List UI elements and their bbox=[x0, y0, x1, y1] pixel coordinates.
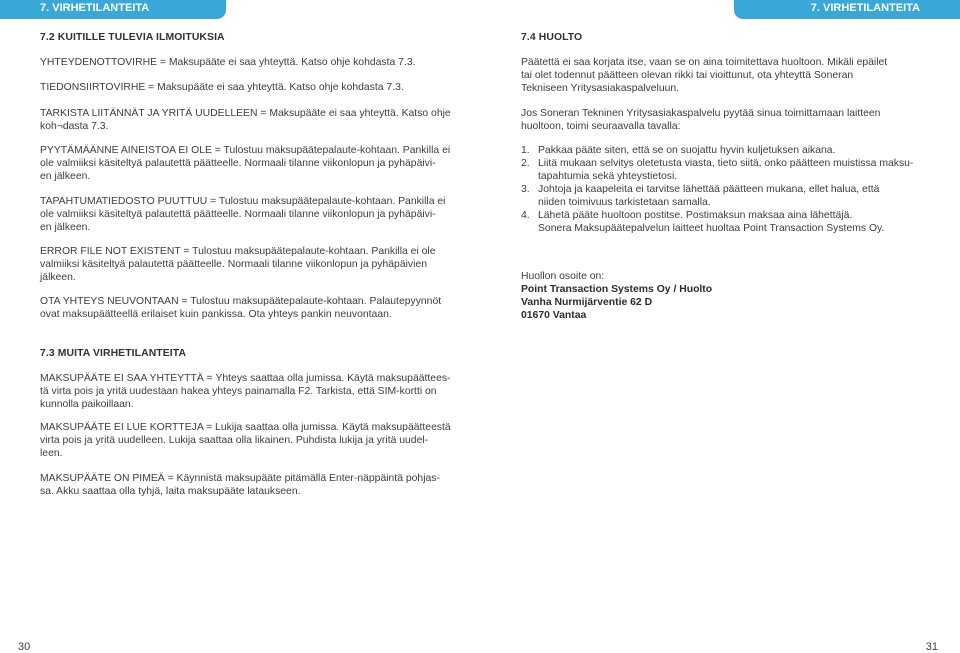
notice-error-file-not-existent: ERROR FILE NOT EXISTENT = Tulostuu maksupäätepalaute-kohtaan. Pankilla ei ole valmiiksi käsiteltyä palautettä päätteelle. Normaali tilanne viikonlopun ja pyhäpäivien jälkeen. bbox=[40, 246, 436, 283]
huolto-intro: Päätettä ei saa korjata itse, vaan se on aina toimitettava huoltoon. Mikäli epäilet tai olet todennut päätteen olevan rikki tai vioittunut, ota yhteyttä Soneran Tekniseen Yritysasiakaspalveluun. bbox=[521, 57, 888, 94]
notice-tarkista-liitannat: TARKISTA LIITÄNNÄT JA YRITÄ UUDELLEEN = Maksupääte ei saa yhteyttä. Katso ohje koh¬dasta 7.3. bbox=[40, 108, 451, 132]
list-item-number: 1. bbox=[521, 145, 530, 156]
chapter-tab-right bbox=[734, 0, 960, 19]
huolto-instructions-intro: Jos Soneran Tekninen Yritysasiakaspalvelu pyytää sinua toimittamaan laitteen huoltoon, toimi seuraavalla tavalla: bbox=[521, 108, 881, 132]
service-address bbox=[521, 283, 712, 322]
chapter-tab-left bbox=[0, 0, 226, 19]
address-label: Huollon osoite on: bbox=[521, 271, 605, 282]
section-heading-7-3: 7.3 MUITA VIRHETILANTEITA bbox=[40, 348, 187, 359]
notice-tapahtumatiedosto-puuttuu: TAPAHTUMATIEDOSTO PUUTTUU = Tulostuu maksupäätepalaute-kohtaan. Pankilla ei ole valmiiksi käsiteltyä palautettä päätteelle. Normaali tilanne viikonlopun ja pyhäpäivi- en jälkeen. bbox=[40, 196, 446, 233]
address-company: Point Transaction Systems Oy / Huolto bbox=[521, 284, 713, 295]
list-item: 1. Pakkaa pääte siten, että se on suojattu hyvin kuljetuksen aikana. bbox=[521, 145, 836, 156]
notice-yhteydenottovirhe: YHTEYDENOTTOVIRHE = Maksupääte ei saa yhteyttä. Katso ohje kohdasta 7.3. bbox=[40, 57, 416, 68]
section-heading-7-2: 7.2 KUITILLE TULEVIA ILMOITUKSIA bbox=[40, 32, 225, 43]
issue-on-pimea: MAKSUPÄÄTE ON PIMEÄ = Käynnistä maksupääte pitämällä Enter-näppäintä pohjas- sa. Akku saattaa olla tyhjä, laita maksupääte lataukseen. bbox=[40, 473, 440, 497]
issue-ei-saa-yhteytta: MAKSUPÄÄTE EI SAA YHTEYTTÄ = Yhteys saattaa olla jumissa. Käytä maksupäättees- tä virta pois ja yritä uudestaan hakea yhteys painamalla F2. Tarkista, että SIM-kortti on kunnolla paikoillaan. bbox=[40, 373, 451, 410]
page-number-right: 31 bbox=[925, 641, 938, 653]
list-item-number: 3. bbox=[521, 184, 530, 195]
address-street: Vanha Nurmijärventie 62 D bbox=[521, 297, 653, 308]
list-item: 4. Lähetä pääte huoltoon postitse. Postimaksun maksaa aina lähettäjä. Sonera Maksupäätepalvelun laitteet huoltaa Point Transaction Systems Oy. bbox=[521, 210, 885, 234]
list-item-number: 2. bbox=[521, 158, 530, 169]
huolto-steps-list bbox=[521, 144, 916, 235]
notice-pyytamaanne-aineistoa: PYYTÄMÄÄNNE AINEISTOA EI OLE = Tulostuu maksupäätepalaute-kohtaan. Pankilla ei ole valmiiksi käsiteltyä palautettä päätteelle. Normaali tilanne viikonlopun ja pyhäpäivi- en jälkeen. bbox=[40, 145, 451, 182]
section-heading-7-4: 7.4 HUOLTO bbox=[521, 32, 583, 43]
chapter-tab-label: 7. VIRHETILANTEITA bbox=[810, 2, 920, 14]
notice-ota-yhteys-neuvontaan: OTA YHTEYS NEUVONTAAN = Tulostuu maksupäätepalaute-kohtaan. Palautepyynnöt ovat maksupäätteellä erilaiset kuin pankissa. Ota yhteys pankin neuvontaan. bbox=[40, 296, 442, 320]
list-item: 3. Johtoja ja kaapeleita ei tarvitse lähettää päätteen mukana, ellet halua, että niiden toimivuus tarkistetaan samalla. bbox=[521, 184, 880, 208]
chapter-tab-label: 7. VIRHETILANTEITA bbox=[40, 2, 150, 14]
notice-tiedonsiirtovirhe: TIEDONSIIRTOVIRHE = Maksupääte ei saa yhteyttä. Katso ohje kohdasta 7.3. bbox=[40, 82, 404, 93]
page-number-left: 30 bbox=[18, 641, 31, 653]
issue-ei-lue-kortteja: MAKSUPÄÄTE EI LUE KORTTEJA = Lukija saattaa olla jumissa. Käytä maksupäätteestä virta pois ja yritä uudelleen. Lukija saattaa olla likainen. Puhdista lukija ja yritä uudel- leen. bbox=[40, 422, 451, 459]
list-item-number: 4. bbox=[521, 210, 530, 221]
list-item: 2. Liitä mukaan selvitys oletetusta viasta, tieto siitä, onko päätteen muistissa maksu- tapahtumia sekä yhteystietosi. bbox=[521, 158, 914, 182]
address-postal: 01670 Vantaa bbox=[521, 310, 587, 321]
right-page bbox=[480, 0, 960, 653]
